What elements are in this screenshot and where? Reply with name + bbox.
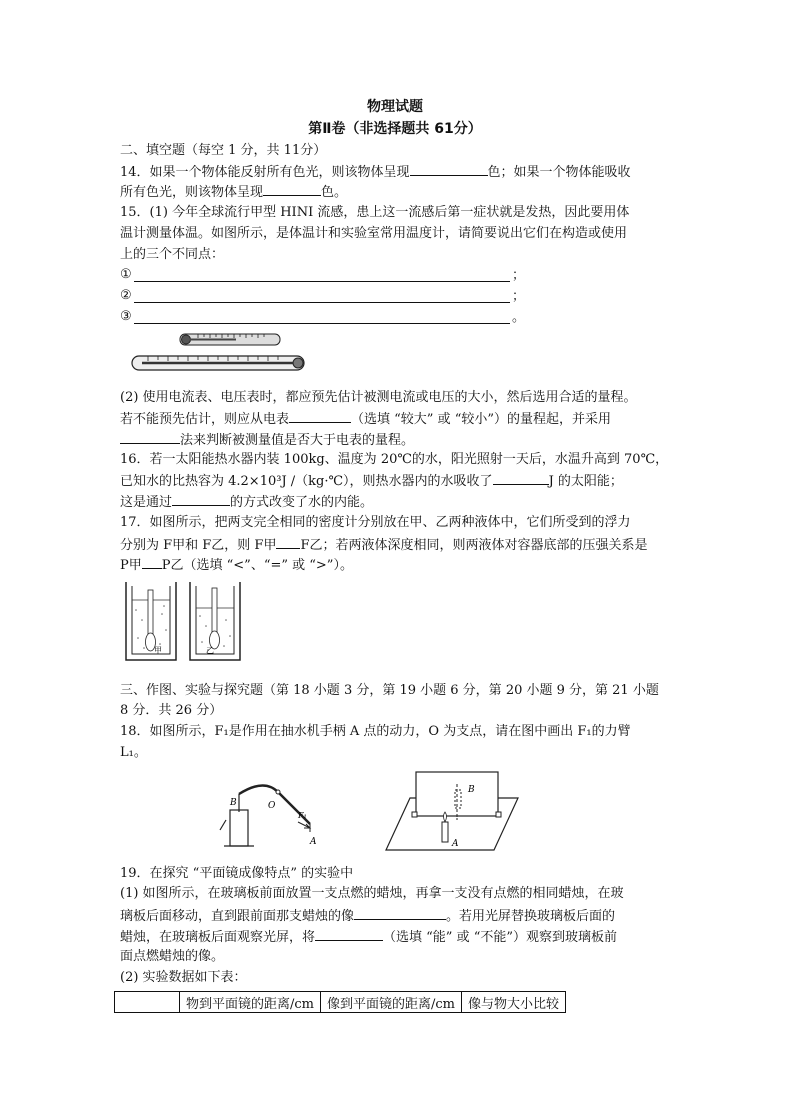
q15-answer-line-1[interactable] — [134, 281, 510, 282]
q15-line3: 上的三个不同点： — [120, 247, 225, 262]
page-title: 物理试题 — [367, 99, 423, 115]
section-2-heading: 二、填空题（每空 1 分，共 11分） — [120, 143, 327, 158]
q16-line3 — [120, 493, 373, 511]
experiment-data-table — [114, 991, 566, 1013]
q19-blank-image[interactable] — [354, 907, 446, 920]
q15-part2-line2 — [120, 410, 611, 428]
beakers-figure — [122, 580, 252, 662]
beaker-yi — [190, 582, 240, 660]
q14-blank-1[interactable] — [410, 163, 488, 176]
q19-blank-screen[interactable] — [315, 928, 383, 941]
q15-item-3-end: 。 — [512, 310, 526, 325]
q15-answer-line-2[interactable] — [134, 302, 510, 303]
q15-item-2-end: ； — [512, 289, 526, 304]
thermometers-figure — [128, 330, 308, 378]
q15-item-1-mark: ① — [120, 267, 132, 282]
section-3-line2: 8 分．共 26 分） — [120, 703, 223, 718]
q19-line1: (1) 如图所示，在玻璃板前面放置一支点燃的蜡烛，再拿一支没有点燃的相同蜡烛，在玻 — [120, 886, 624, 901]
pivot-point — [276, 790, 280, 794]
q17-text-c: P甲 — [120, 558, 142, 573]
q15-part2-text-c: 法来判断被测量值是否大于电表的量程。 — [180, 433, 415, 448]
q15-item-3-mark: ③ — [120, 309, 132, 324]
q14-line2 — [120, 183, 347, 201]
clinical-thermometer — [180, 334, 280, 345]
table-header-object-distance: 物到平面镜的距离/cm — [180, 992, 321, 1013]
q15-line2: 温计测量体温。如图所示，是体温计和实验室常用温度计，请简要说出它们在构造或使用 — [120, 226, 628, 241]
q17-blank-pressure[interactable] — [142, 556, 162, 569]
q18-line2: L₁。 — [120, 745, 147, 760]
q15-part2-text-b: （选填 “较大” 或 “较小”）的量程起，并采用 — [351, 412, 611, 427]
q17-line2 — [120, 536, 648, 554]
q19-text-b: 。若用光屏替换玻璃板后面的 — [446, 909, 616, 924]
q14-line1 — [120, 163, 631, 181]
plane-mirror-figure — [386, 770, 518, 852]
q19-part2: (2) 实验数据如下表： — [120, 970, 247, 985]
page-subtitle: 第Ⅱ卷（非选择题共 61分） — [308, 121, 482, 137]
beaker-jia — [126, 582, 176, 660]
q15-line1: 15．(1) 今年全球流行甲型 HINI 流感，患上这一流感后第一症状就是发热，因此要用体 — [120, 205, 630, 220]
q16-text-d: 的方式改变了水的内能。 — [230, 495, 374, 510]
label-f1: F₁ — [298, 811, 307, 820]
q19-text-a: 璃板后面移动，直到跟前面那支蜡烛的像 — [120, 909, 355, 924]
q15-item-2-mark: ② — [120, 288, 132, 303]
q17-text-d: P乙（选填 “<”、“=” 或 “>”）。 — [161, 558, 353, 573]
q15-blank-meter[interactable] — [289, 410, 351, 423]
q15-item-1-end: ； — [512, 268, 526, 283]
q16-line1: 16．若一太阳能热水器内装 100kg、温度为 20℃的水，阳光照射一天后，水温升高到 70℃， — [120, 452, 669, 467]
q16-blank-heat[interactable] — [493, 472, 549, 485]
q17-text-b: F乙；若两液体深度相同，则两液体对容器底部的压强关系是 — [300, 538, 648, 553]
label-yi: 乙 — [206, 646, 214, 655]
pump-body — [220, 794, 254, 846]
q14-blank-2[interactable] — [263, 183, 321, 196]
q19-line3 — [120, 928, 617, 946]
lab-thermometer — [132, 356, 304, 370]
table-header-blank — [115, 992, 180, 1013]
q19-text-d: （选填 “能” 或 “不能”）观察到玻璃板前 — [383, 930, 617, 945]
q19-title: 19．在探究 “平面镜成像特点” 的实验中 — [120, 866, 354, 881]
q17-blank-force[interactable] — [276, 536, 300, 549]
q19-line2 — [120, 907, 615, 925]
q15-part2-line3 — [120, 431, 414, 449]
table-header-size-compare: 像与物大小比较 — [462, 992, 566, 1013]
pump-lever-figure — [220, 778, 330, 848]
q16-line2 — [120, 472, 623, 490]
q16-text-c: 这是通过 — [120, 495, 173, 510]
q15-part2-text-a: 若不能预先估计，则应从电表 — [120, 412, 290, 427]
q14-text-d: 色。 — [321, 185, 348, 200]
q15-blank-method[interactable] — [120, 431, 180, 444]
section-3-line1: 三、作图、实验与探究题（第 18 小题 3 分，第 19 小题 6 分，第 20 小题 9 分，第 21 小题 — [120, 683, 659, 698]
mirror-label-b: B — [468, 785, 475, 795]
q17-text-a: 分别为 F甲和 F乙，则 F甲 — [120, 538, 277, 553]
table-header-image-distance: 像到平面镜的距离/cm — [321, 992, 462, 1013]
q16-text-b: J 的太阳能； — [548, 474, 623, 489]
q16-blank-method[interactable] — [172, 493, 230, 506]
q18-line1: 18．如图所示，F₁是作用在抽水机手柄 A 点的动力，O 为支点，请在图中画出 F₁的力臂 — [120, 724, 631, 739]
q14-text-c: 所有色光，则该物体呈现 — [120, 185, 264, 200]
mirror-label-a: A — [452, 839, 459, 849]
q15-part2-line1: (2) 使用电流表、电压表时，都应预先估计被测电流或电压的大小，然后选用合适的量程。 — [120, 390, 637, 405]
label-b: B — [230, 798, 237, 808]
q14-text-b: 色；如果一个物体能吸收 — [487, 165, 631, 180]
q15-answer-line-3[interactable] — [134, 323, 510, 324]
label-o: O — [268, 801, 276, 811]
q16-text-a: 已知水的比热容为 4.2×10³J /（kg·℃），则热水器内的水吸收了 — [120, 474, 493, 489]
candle-a — [442, 822, 448, 842]
label-jia: 甲 — [154, 646, 162, 655]
q17-line1: 17．如图所示，把两支完全相同的密度计分别放在甲、乙两种液体中，它们所受到的浮力 — [120, 515, 631, 530]
q19-line4: 面点燃蜡烛的像。 — [120, 949, 225, 964]
q14-text-a: 14．如果一个物体能反射所有色光，则该物体呈现 — [120, 165, 410, 180]
q17-line3 — [120, 556, 353, 574]
table-header-row — [115, 992, 566, 1013]
q19-text-c: 蜡烛，在玻璃板后面观察光屏，将 — [120, 930, 316, 945]
label-a: A — [310, 837, 317, 847]
